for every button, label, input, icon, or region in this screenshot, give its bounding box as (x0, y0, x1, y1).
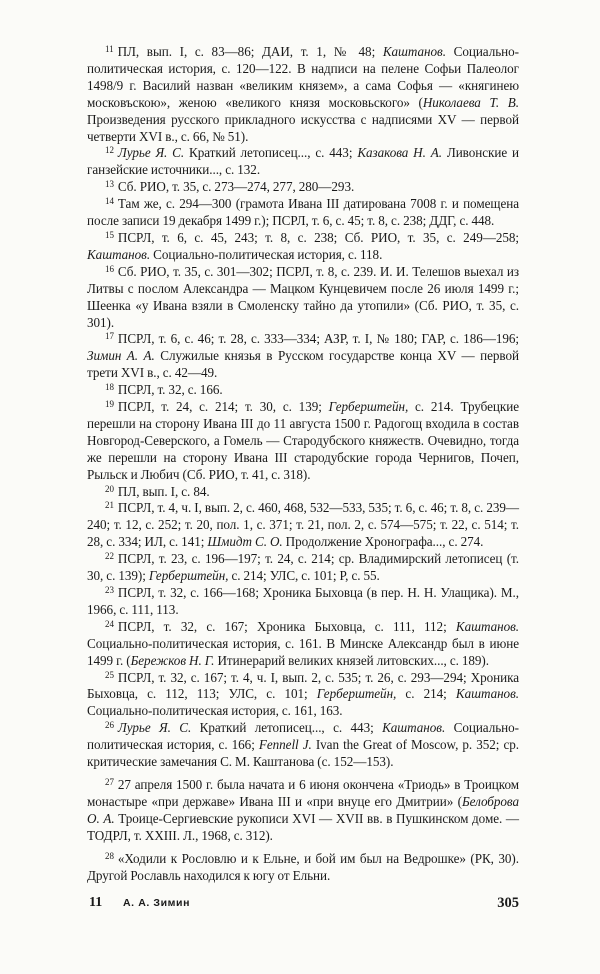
footnote-18 (87, 382, 519, 399)
footnote-text: Сб. РИО, т. 35, с. 301—302; ПСРЛ, т. 8, с. 239. И. И. Телешов выехал из Литвы с послом Александра — Мацком Кунцевичем после 26 июля 1499 г.; Шеенка «у Ивана взяли в Смоленску тайно да утопили» (Сб. РИО, т. 35, с. 301). (87, 263, 519, 330)
footnote-23 (87, 585, 519, 619)
footnote-16 (87, 264, 519, 332)
footnote-text: Краткий летописец..., с. 443; (191, 720, 383, 736)
footnote-citation-author: Герберштейн, (316, 686, 397, 702)
footnote-21 (87, 500, 519, 551)
footnote-text: Социально-политическая история, с. 161, 163. (87, 703, 343, 719)
footnote-text: ПСРЛ, т. 32, с. 167; Хроника Быховца, с. 111, 112; (117, 618, 456, 634)
footnote-number: 21 (105, 500, 114, 511)
footnote-text: 27 апреля 1500 г. была начата и 6 июня окончена «Триодь» в Троицком монастыре «при державе» Ивана III и «при внуце его Дмитрии» ( (87, 776, 519, 809)
footnote-text: Социально-политическая история, с. 161. В Минске Александр был в июне 1499 г. ( (87, 635, 519, 668)
footnote-text: Итинерарий великих князей литовских..., с. 189). (214, 652, 489, 668)
footnote-citation-author: Герберштейн, (148, 568, 229, 584)
signature-mark: 11 (89, 895, 103, 910)
footnote-number: 12 (105, 145, 114, 156)
footnote-text: «Ходили к Рословлю и к Ельне, и бой им был на Ведрошке» (РК, 30). Другой Рославль находился к югу от Ельни. (87, 850, 519, 883)
footnote-citation-author: Белоброва О. А. (87, 793, 519, 826)
footnote-number: 26 (105, 720, 114, 731)
footnote-number: 11 (105, 44, 114, 54)
footnote-citation-author: Лурье Я. С. (117, 720, 192, 736)
footnote-number: 13 (105, 179, 114, 190)
footnote-number: 23 (105, 585, 114, 595)
footnote-text: ПСРЛ, т. 6, с. 45, 243; т. 8, с. 238; Сб. РИО, т. 35, с. 249—258; (117, 229, 519, 245)
footnote-number: 20 (105, 483, 114, 494)
footnote-15 (87, 230, 519, 264)
footnote-text: Произведения русского прикладного искусства с надписями XV — первой четверти XVI в., с. 66, № 51). (87, 111, 519, 144)
footnote-text: ПСРЛ, т. 24, с. 214; т. 30, с. 139; (117, 399, 329, 415)
footnote-13 (87, 179, 519, 196)
footnote-11 (87, 44, 519, 145)
footnote-number: 25 (105, 669, 114, 680)
footnote-17 (87, 331, 519, 382)
footnote-number: 16 (105, 263, 114, 274)
footnote-text: ПСРЛ, т. 4, ч. I, вып. 2, с. 460, 468, 532—533, 535; т. 6, с. 46; т. 8, с. 239—240; т. 12, с. 252; т. 20, пол. 1, с. 371; т. 21, пол. 2, с. 574—575; т. 22, с. 514; т. 28, с. 334; ИЛ, с. 141; (87, 500, 519, 550)
footnote-citation-author: Герберштейн, (328, 399, 409, 415)
footnote-text: Продолжение Хронографа..., с. 274. (282, 534, 484, 550)
footnote-text: ПСРЛ, т. 6, с. 46; т. 28, с. 333—334; АЗР, т. I, № 180; ГАР, с. 186—196; (117, 331, 519, 347)
footnote-20 (87, 484, 519, 501)
footnote-text: Ivan the Great of Moscow, p. 352; ср. критические замечания С. М. Каштанова (с. 152—153). (87, 737, 519, 770)
footnote-text: ПСРЛ, т. 32, с. 166—168; Хроника Быховца (в пер. Н. Н. Улащика). М., 1966, с. 111, 113. (87, 585, 519, 617)
footnote-number: 27 (105, 776, 114, 787)
page-number: 305 (497, 895, 519, 911)
footnote-citation-author: Каштанов. (455, 686, 519, 702)
footnote-text: Троице-Сергиевские рукописи XVI — XVII вв. в Пушкинском доме. — ТОДРЛ, т. XXIII. Л., 1968, с. 312). (87, 810, 519, 843)
page-footer (89, 895, 521, 915)
footnote-citation-author: Каштанов. (382, 44, 446, 59)
footnote-text: Социально-политическая история, с. 118. (150, 246, 383, 262)
footnote-number: 22 (105, 551, 114, 562)
footnote-number: 18 (105, 382, 114, 393)
footnote-24 (87, 619, 519, 670)
footnote-number: 24 (105, 618, 114, 629)
footnote-text: ПСРЛ, т. 23, с. 196—197; т. 24, с. 214; ср. Владимирский летописец (т. 30, с. 139); (87, 551, 519, 584)
footnote-text: ПСРЛ, т. 32, с. 167; т. 4, ч. I, вып. 2, с. 535; т. 26, с. 293—294; Хроника Быховца, с. 112, 113; УЛС, с. 101; (87, 669, 519, 702)
footnote-number: 28 (105, 850, 114, 861)
footnote-citation-author: Николаева Т. В. (422, 94, 519, 110)
footnote-text: Ливонские и ганзейские источники..., с. 132. (87, 145, 519, 178)
footnote-citation-author: Каштанов. (455, 618, 519, 634)
footnote-text: Там же, с. 294—300 (грамота Ивана III датирована 7008 г. и помещена после записи 19 декабря 1499 г.); ПСРЛ, т. 6, с. 45; т. 8, с. 238; ДДГ, с. 448. (87, 196, 519, 229)
footnote-citation-author: Fennell J. (258, 737, 312, 753)
footnote-28 (87, 851, 519, 885)
footnote-text: Краткий летописец..., с. 443; (184, 145, 358, 161)
footnote-citation-author: Шмидт С. О. (207, 534, 283, 550)
footnote-citation-author: Каштанов. (382, 720, 446, 736)
footnote-number: 15 (105, 229, 114, 240)
footnotes-block (87, 44, 519, 884)
footnote-number: 19 (105, 399, 114, 410)
footnote-12 (87, 145, 519, 179)
footnote-number: 17 (105, 331, 114, 342)
footnote-text: ПСРЛ, т. 32, с. 166. (117, 382, 223, 398)
footnote-text: с. 214. Трубецкие перешли на сторону Ивана III до 11 августа 1500 г. Радогощ входила в состав Новгород-Северского, а Гомель — Стародубского княжеств. Очевидно, тогда же перешли на сторону Ивана III стародубские города Чернигов, Почеп, Рыльск и Любич (Сб. РИО, т. 41, с. 318). (87, 399, 519, 482)
footnote-text: с. 214; УЛС, с. 101; Р, с. 55. (228, 568, 380, 584)
footnote-citation-author: Лурье Я. С. (117, 145, 185, 161)
footnote-22 (87, 551, 519, 585)
footnote-text: Сб. РИО, т. 35, с. 273—274, 277, 280—293. (117, 179, 355, 195)
footnote-text: ПЛ, вып. I, с. 84. (117, 483, 210, 499)
footnote-text: ПЛ, вып. I, с. 83—86; ДАИ, т. 1, № 48; (117, 44, 383, 59)
footnote-14 (87, 196, 519, 230)
footnote-text: Социально-политическая история, с. 120—122. В надписи на пелене Софьи Палеолог 1498/9 г. Василий назван «великим князем», а сама Софья — «княгинею московъскою», женою «великого князя московьского» ( (87, 44, 519, 110)
footnote-27 (87, 777, 519, 845)
footnote-citation-author: Зимин А. А. (87, 348, 155, 364)
footnote-26 (87, 720, 519, 771)
footnote-text: с. 214; (396, 686, 456, 702)
footnote-citation-author: Бережков Н. Г. (130, 652, 215, 668)
footnote-citation-author: Казакова Н. А. (357, 145, 442, 161)
footnote-19 (87, 399, 519, 484)
footnote-text: Служилые князья в Русском государстве конца XV — первой трети XVI в., с. 42—49. (87, 348, 520, 381)
footnote-text: Социально-политическая история, с. 166; (87, 720, 519, 753)
author-name: А. А. Зимин (123, 897, 191, 909)
footnote-25 (87, 670, 519, 721)
footnote-number: 14 (105, 196, 114, 207)
footnote-citation-author: Каштанов. (87, 246, 151, 262)
